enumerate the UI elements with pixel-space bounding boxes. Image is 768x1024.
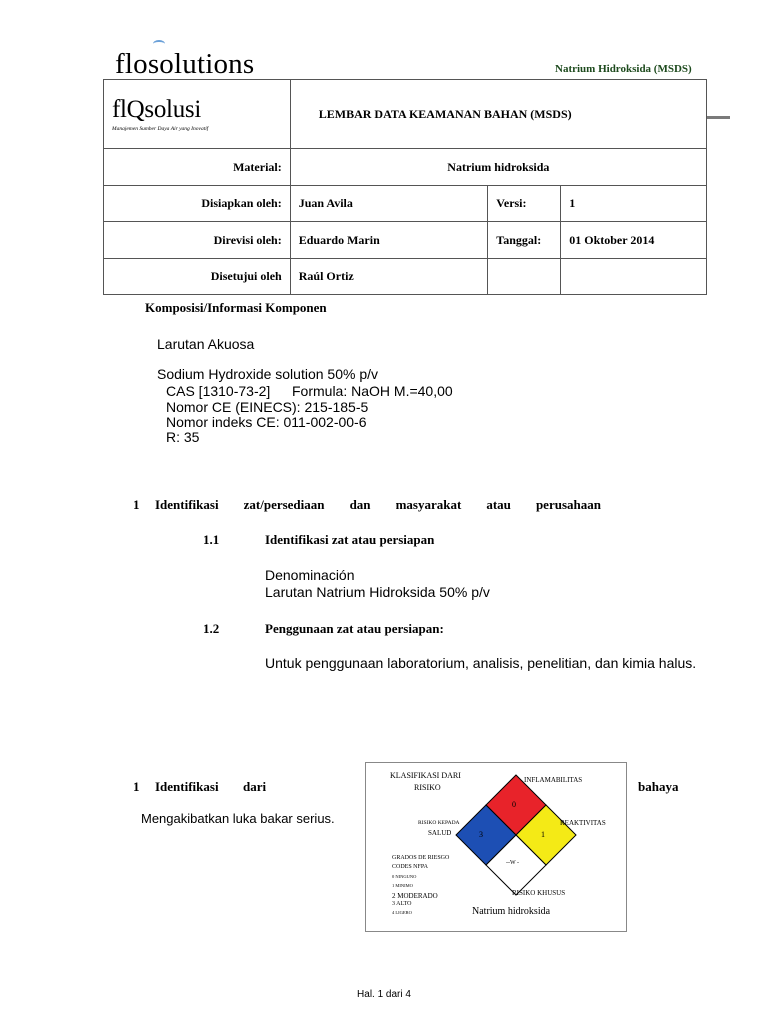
legend-title: GRADOS DE RIESGO <box>392 855 450 861</box>
usage-text: Untuk penggunaan laboratorium, analisis, penelitian, dan kimia halus. <box>265 655 697 671</box>
special-value: --W - <box>506 860 520 866</box>
subsection-1-2-number: 1.2 <box>203 621 220 636</box>
document-reference: Natrium Hidroksida (MSDS) <box>555 63 692 75</box>
flammability-value: 0 <box>512 800 516 809</box>
heading-word: zat/persediaan <box>243 497 325 512</box>
heading-word: dan <box>349 497 371 512</box>
revised-value: Eduardo Marin <box>290 222 488 259</box>
hazard-text: Mengakibatkan luka bakar serius. <box>141 811 335 826</box>
section-1-heading <box>155 497 601 513</box>
composition-title: Komposisi/Informasi Komponen <box>145 300 327 315</box>
index-number: Nomor indeks CE: 011-002-00-6 <box>166 414 367 430</box>
side-divider <box>706 116 730 119</box>
chemical-formula: Formula: NaOH M.=40,00 <box>292 383 453 399</box>
revised-row <box>104 222 707 259</box>
version-value: 1 <box>561 186 707 222</box>
brand-name: flosolutions <box>115 48 255 80</box>
nfpa-hazard-figure <box>365 762 627 932</box>
denomination-value: Larutan Natrium Hidroksida 50% p/v <box>265 584 490 600</box>
heading-word: masyarakat <box>395 497 462 512</box>
cas-number: CAS [1310-73-2] <box>166 383 271 399</box>
health-label-sub: SALUD <box>428 829 452 837</box>
health-label: RISIKO KEPADA <box>418 820 460 826</box>
empty-cell <box>561 259 707 295</box>
msds-header-table <box>103 79 707 295</box>
page-number: Hal. 1 dari 4 <box>357 989 411 1000</box>
ec-number: Nomor CE (EINECS): 215-185-5 <box>166 399 369 415</box>
date-value: 01 Oktober 2014 <box>561 222 707 259</box>
composition-line-2: Sodium Hydroxide solution 50% p/v <box>157 366 379 382</box>
material-value: Natrium hidroksida <box>290 149 706 186</box>
flammability-label: INFLAMABILITAS <box>524 776 583 784</box>
denomination-label: Denominación <box>265 567 355 583</box>
section-1-number: 1 <box>133 497 140 512</box>
classification-title: KLASIFIKASI DARI <box>390 771 461 780</box>
legend-subtitle: CODES NFPA <box>392 864 428 870</box>
heading-word: atau <box>486 497 511 512</box>
legend-level-2: 2 MODERADO <box>392 892 438 900</box>
material-row <box>104 149 707 186</box>
logo-tagline: Manajemen Sumber Daya Air yang Inovatif <box>112 126 209 132</box>
section-2-number: 1 <box>133 779 140 794</box>
prepared-row <box>104 186 707 222</box>
approved-label: Disetujui oleh <box>104 259 291 295</box>
legend-level-0: 0 NINGUNO <box>392 874 417 879</box>
material-label: Material: <box>104 149 291 186</box>
section-2-word: Identifikasi <box>155 779 219 794</box>
classification-subtitle: RISIKO <box>414 783 441 792</box>
section-2-word: dari <box>243 779 267 794</box>
composition-line-1: Larutan Akuosa <box>157 336 255 352</box>
subsection-1-2-title: Penggunaan zat atau persiapan: <box>265 621 444 636</box>
logo-row <box>104 80 707 149</box>
special-label: RISIKO KHUSUS <box>512 889 566 897</box>
legend-level-4: 4 LIGERO <box>392 910 412 915</box>
revised-label: Direvisi oleh: <box>104 222 291 259</box>
heading-word: Identifikasi <box>155 497 219 512</box>
empty-cell <box>488 259 561 295</box>
legend-level-3: 3 ALTO <box>392 901 412 907</box>
subsection-1-1-number: 1.1 <box>203 532 220 547</box>
reactivity-value: 1 <box>541 830 545 839</box>
version-label: Versi: <box>488 186 561 222</box>
health-value: 3 <box>479 830 483 839</box>
prepared-value: Juan Avila <box>290 186 488 222</box>
company-logo: flQsolusi <box>112 96 201 123</box>
subsection-1-1-title: Identifikasi zat atau persiapan <box>265 532 435 547</box>
form-title: LEMBAR DATA KEAMANAN BAHAN (MSDS) <box>290 80 706 149</box>
figure-caption: Natrium hidroksida <box>472 906 551 917</box>
section-2-word: bahaya <box>638 779 679 794</box>
prepared-label: Disiapkan oleh: <box>104 186 291 222</box>
brand-accent-icon <box>153 40 165 48</box>
heading-word: perusahaan <box>535 497 601 512</box>
approved-value: Raúl Ortiz <box>290 259 488 295</box>
reactivity-label: REAKTIVITAS <box>560 819 606 827</box>
risk-phrase: R: 35 <box>166 429 200 445</box>
logo-cell <box>104 80 291 149</box>
date-label: Tanggal: <box>488 222 561 259</box>
legend-level-1: 1 MINIMO <box>392 883 413 888</box>
approved-row <box>104 259 707 295</box>
